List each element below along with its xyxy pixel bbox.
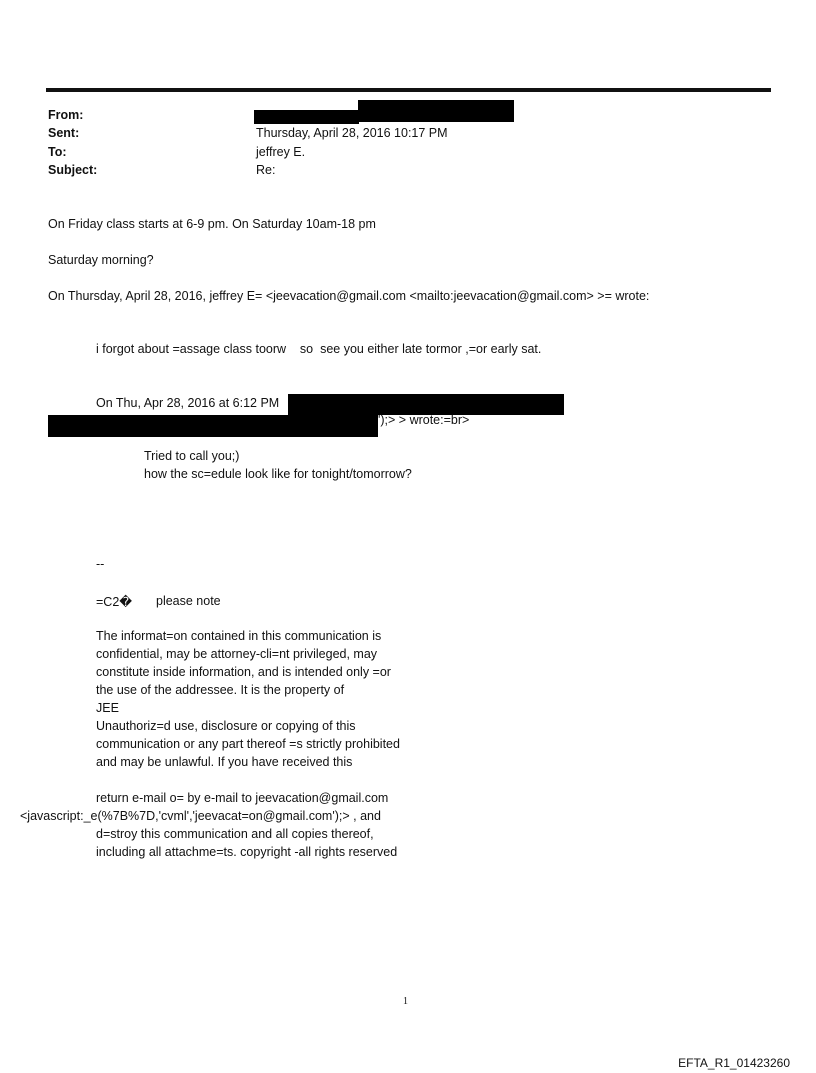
- header-rule: [46, 88, 771, 92]
- signature-dash: --: [96, 557, 105, 571]
- quoted-header-line-1: On Thu, Apr 28, 2016 at 6:12 PM: [96, 396, 280, 410]
- body-paragraph-2: Saturday morning?: [48, 253, 154, 267]
- redaction-box: [288, 394, 564, 415]
- page-number: 1: [403, 996, 408, 1007]
- disclaimer-line: JEE: [96, 701, 119, 715]
- disclaimer-line: constitute inside information, and is intended only =or: [96, 665, 391, 679]
- quoted-message-2-line-2: how the sc=edule look like for tonight/tomorrow?: [144, 467, 412, 481]
- disclaimer-line: confidential, may be attorney-cli=nt privileged, may: [96, 647, 378, 661]
- return-line: d=stroy this communication and all copies thereof,: [96, 827, 374, 841]
- disclaimer-line: the use of the addressee. It is the property of: [96, 683, 345, 697]
- to-label: To:: [48, 145, 67, 159]
- redaction-box: [254, 110, 359, 124]
- signature-note-prefix: =C2�: [96, 595, 133, 609]
- redaction-box: [48, 415, 378, 437]
- bates-number: EFTA_R1_01423260: [678, 1056, 790, 1070]
- disclaimer-line: communication or any part thereof =s strictly prohibited: [96, 737, 400, 751]
- sent-value: Thursday, April 28, 2016 10:17 PM: [256, 126, 448, 140]
- disclaimer-line: Unauthoriz=d use, disclosure or copying of this: [96, 719, 356, 733]
- body-paragraph-3: On Thursday, April 28, 2016, jeffrey E= <jeevacation@gmail.com <mailto:jeevacation@gmail.com> >= wrote:: [48, 289, 650, 303]
- signature-note: please note: [156, 594, 221, 608]
- sent-label: Sent:: [48, 126, 80, 140]
- from-label: From:: [48, 108, 84, 122]
- return-line: including all attachme=ts. copyright -all rights reserved: [96, 845, 398, 859]
- quoted-message-1: i forgot about =assage class toorw so see you either late tormor ,=or early sat.: [96, 342, 542, 356]
- disclaimer-line: and may be unlawful. If you have received this: [96, 755, 353, 769]
- to-value: jeffrey E.: [256, 145, 306, 159]
- quoted-message-2-line-1: Tried to call you;): [144, 449, 240, 463]
- redaction-box: [358, 100, 514, 122]
- return-line: <javascript:_e(%7B%7D,'cvml','jeevacat=on@gmail.com');> , and: [20, 809, 381, 823]
- subject-value: Re:: [256, 163, 276, 177]
- return-line: return e-mail o= by e-mail to jeevacation@gmail.com: [96, 791, 389, 805]
- subject-label: Subject:: [48, 163, 98, 177]
- body-paragraph-1: On Friday class starts at 6-9 pm. On Saturday 10am-18 pm: [48, 217, 376, 231]
- disclaimer-line: The informat=on contained in this communication is: [96, 629, 382, 643]
- quoted-header-line-2: ');> > wrote:=br>: [378, 413, 470, 427]
